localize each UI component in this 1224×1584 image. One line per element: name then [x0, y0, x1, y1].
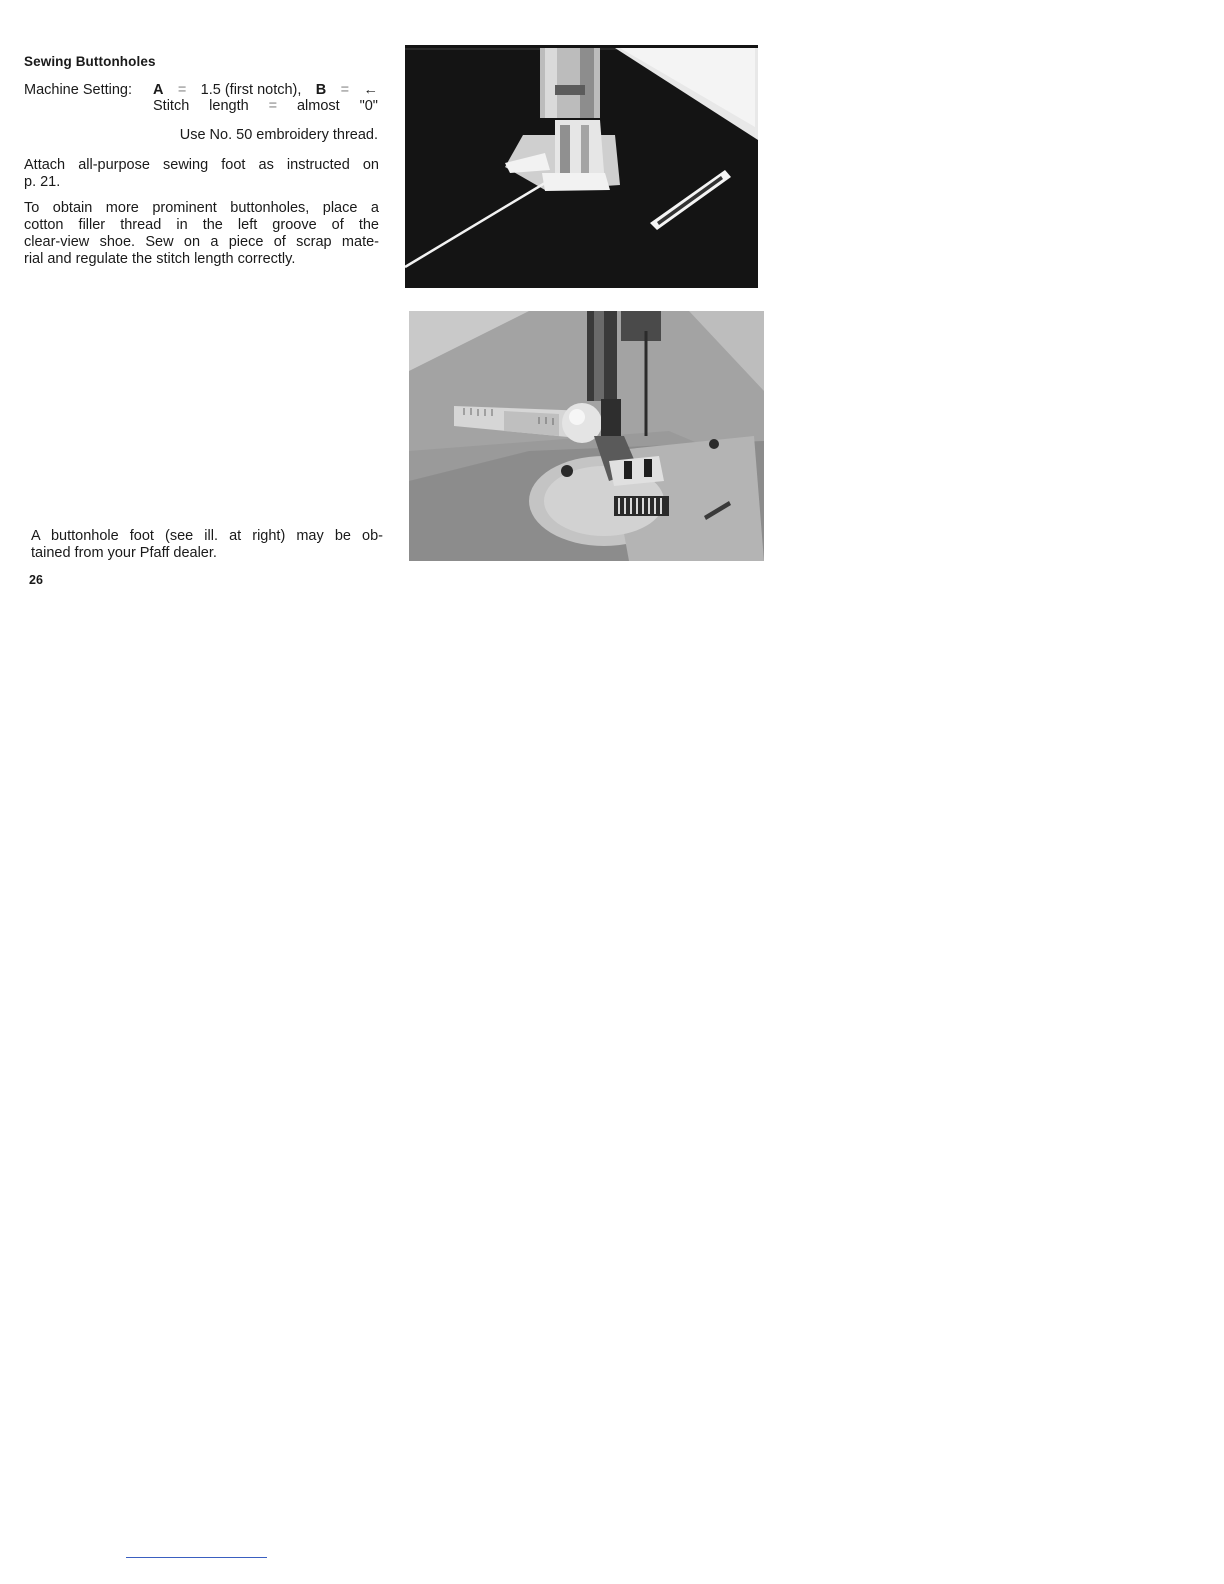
- page-number: 26: [29, 573, 43, 587]
- thread-instruction: Use No. 50 embroidery thread.: [179, 127, 378, 143]
- paragraph-filler-thread: [24, 200, 379, 268]
- paragraph-line: A buttonhole foot (see ill. at right) may be ob-: [31, 528, 383, 544]
- paragraph-line: rial and regulate the stitch length correctly.: [24, 251, 296, 267]
- machine-setting-line-1: [153, 82, 378, 98]
- setting-a-value: 1.5 (first notch),: [200, 82, 302, 98]
- length-label: length: [209, 98, 249, 114]
- footer-rule: [126, 1557, 267, 1558]
- buttonhole-foot-photo: [409, 311, 764, 561]
- setting-b-arrow-icon: ←: [363, 82, 378, 98]
- section-heading: Sewing Buttonholes: [24, 54, 156, 69]
- paragraph-line: p. 21.: [24, 174, 61, 190]
- paragraph-line: To obtain more prominent buttonholes, place a: [24, 200, 379, 216]
- machine-setting-line-2: [153, 98, 378, 114]
- stitch-value: "0": [359, 98, 378, 114]
- machine-setting-label: Machine Setting:: [24, 82, 133, 98]
- stitch-almost: almost: [296, 98, 340, 114]
- paragraph-line: clear-view shoe. Sew on a piece of scrap mate-: [24, 234, 379, 250]
- setting-a-label: A: [153, 82, 164, 98]
- paragraph-attach-foot: [24, 157, 379, 191]
- paragraph-line: cotton filler thread in the left groove of the: [24, 217, 379, 233]
- setting-a-equals: =: [177, 82, 187, 98]
- stitch-label: Stitch: [153, 98, 190, 114]
- setting-b-label: B: [315, 82, 327, 98]
- paragraph-line: tained from your Pfaff dealer.: [31, 545, 217, 561]
- paragraph-line: Attach all-purpose sewing foot as instructed on: [24, 157, 379, 173]
- stitch-equals: =: [268, 98, 278, 114]
- paragraph-buttonhole-foot: [31, 528, 383, 562]
- sewing-foot-photo: [405, 45, 758, 288]
- setting-b-equals: =: [340, 82, 350, 98]
